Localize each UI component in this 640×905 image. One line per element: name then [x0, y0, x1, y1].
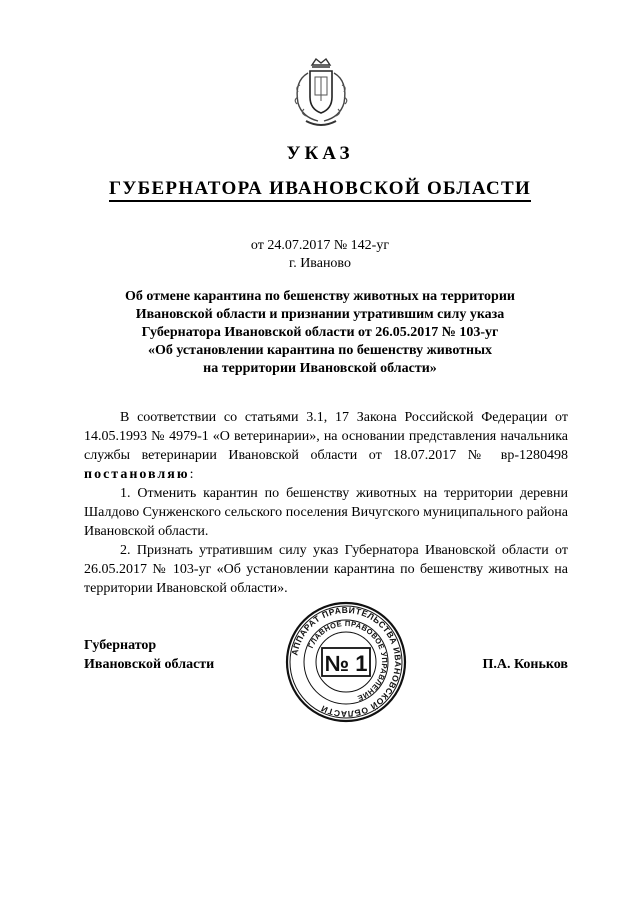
- signatory-title-line: Ивановской области: [84, 657, 215, 672]
- preamble-paragraph: В соответствии со статьями 3.1, 17 Закона Российской Федерации от 14.05.1993 № 4979-1 «О ветеринарии», на основании представления начальника службы ветеринарии Ивановской области от 18.07.2017 № вр-1280498 постановляю:: [84, 410, 568, 482]
- heading-line: Об отмене карантина по бешенству животных на территории: [125, 289, 515, 304]
- heading-line: «Об установлении карантина по бешенству животных: [147, 343, 493, 358]
- heading-line: Губернатора Ивановской области от 26.05.2017 № 103-уг: [141, 325, 499, 340]
- item-2-paragraph: 2. Признать утратившим силу указ Губернатора Ивановской области от 26.05.2017 № 103-уг «Об установлении карантина по бешенству животных на территории Ивановской области».: [84, 543, 568, 596]
- official-stamp: [284, 600, 408, 724]
- heading-line: Ивановской области и признании утратившим силу указа: [135, 307, 505, 322]
- signatory-title: [84, 636, 214, 674]
- signatory-title-line: Губернатор: [84, 638, 157, 653]
- heading-line: на территории Ивановской области»: [203, 361, 437, 376]
- document-type-title: УКАЗ: [286, 143, 354, 164]
- signatory-name: П.А. Коньков: [482, 657, 568, 672]
- stamp-number: № 1: [324, 651, 368, 676]
- stamp-outer-text: АППАРАТ ПРАВИТЕЛЬСТВА ИВАНОВСКОЙ ОБЛАСТИ: [289, 604, 404, 720]
- stamp-inner-text: ГЛАВНОЕ ПРАВОВОЕ УПРАВЛЕНИЕ: [306, 618, 390, 703]
- document-heading: [0, 288, 640, 378]
- document-date-number: от 24.07.2017 № 142-уг: [250, 238, 390, 253]
- document-body: [84, 408, 568, 598]
- document-issuer-title: ГУБЕРНАТОРА ИВАНОВСКОЙ ОБЛАСТИ: [0, 178, 640, 200]
- coat-of-arms-icon: [288, 55, 354, 131]
- document-city: г. Иваново: [289, 256, 351, 271]
- item-1-paragraph: 1. Отменить карантин по бешенству животных на территории деревни Шалдово Сунженского сельского поселения Вичугского муниципального района Ивановской области.: [84, 486, 568, 539]
- preamble-keyword: постановляю: [84, 467, 190, 482]
